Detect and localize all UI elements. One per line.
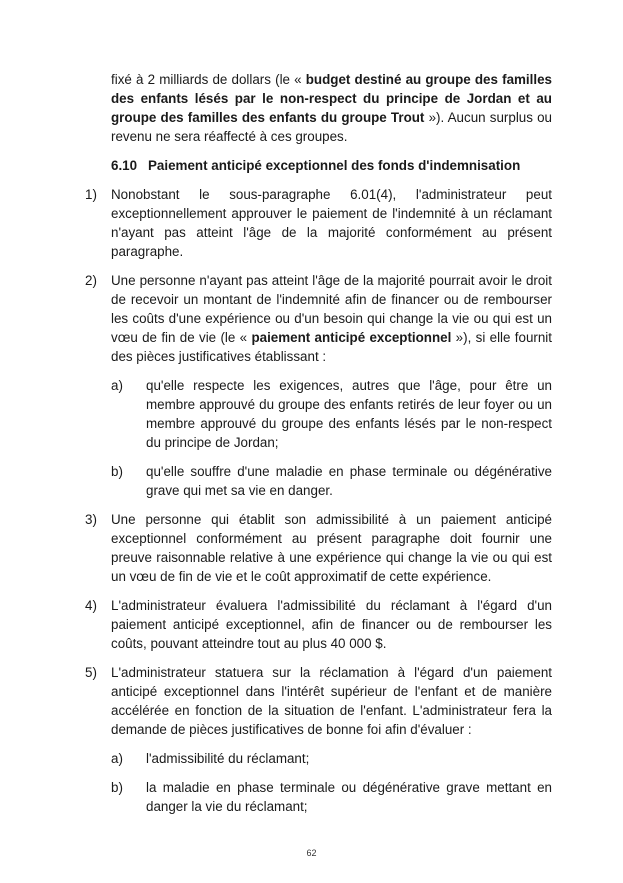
- subparagraph-letter: a): [111, 378, 123, 393]
- paragraph-number: 4): [85, 598, 97, 613]
- subparagraph-b: [111, 778, 552, 816]
- subparagraph-text: l'admissibilité du réclamant;: [146, 751, 310, 766]
- section-title: Paiement anticipé exceptionnel des fonds d'indemnisation: [148, 158, 521, 173]
- intro-paragraph: fixé à 2 milliards de dollars (le « budget destiné au groupe des familles des enfants lésés par le non-respect du principe de Jordan et au groupe des familles des enfants du groupe Trout »). Aucun surplus ou revenu ne sera réaffecté à ces groupes.: [111, 72, 552, 144]
- paragraph-4: [85, 596, 552, 653]
- section-number: 6.10: [111, 158, 138, 173]
- paragraph-2: [85, 271, 552, 366]
- paragraph-text: L'administrateur évaluera l'admissibilité du réclamant à l'égard d'un paiement anticipé exceptionnel, afin de financer ou de rembourser les coûts, pouvant atteindre tout au plus 40 000 $.: [111, 598, 552, 651]
- subparagraph-a: [111, 749, 552, 768]
- paragraph-3: [85, 510, 552, 586]
- subparagraph-letter: b): [111, 464, 123, 479]
- subparagraph-b: [111, 462, 552, 500]
- paragraph-number: 3): [85, 512, 97, 527]
- paragraph-number: 5): [85, 665, 97, 680]
- subparagraph-letter: a): [111, 751, 123, 766]
- paragraph-number: 1): [85, 187, 97, 202]
- subparagraph-letter: b): [111, 780, 123, 795]
- subparagraph-text: qu'elle souffre d'une maladie en phase terminale ou dégénérative grave qui met sa vie en danger.: [146, 464, 552, 498]
- paragraph-number: 2): [85, 273, 97, 288]
- paragraph-text: Nonobstant le sous-paragraphe 6.01(4), l'administrateur peut exceptionnellement approuver le paiement de l'indemnité à un réclamant n'ayant pas atteint l'âge de la majorité conformément au présent paragraphe.: [111, 187, 552, 259]
- page-number: 62: [306, 848, 317, 858]
- defined-term: budget destiné au groupe des familles des enfants lésés par le non-respect du principe de Jordan et au groupe des familles des enfants du groupe Trout: [111, 72, 552, 125]
- subparagraph-a: [111, 376, 552, 452]
- paragraph-text: Une personne qui établit son admissibilité à un paiement anticipé exceptionnel conformément au présent paragraphe doit fournir une preuve raisonnable relative à une expérience qui change la vie ou qui est un vœu de fin de vie et le coût approximatif de cette expérience.: [111, 512, 552, 584]
- paragraph-text: Une personne n'ayant pas atteint l'âge de la majorité pourrait avoir le droit de recevoir un montant de l'indemnité afin de financer ou de rembourser les coûts d'une expérience ou d'un besoin qui change la vie ou qui est un vœu de fin de vie (le « paiement anticipé exceptionnel »), si elle fournit des pièces justificatives établissant :: [111, 273, 553, 364]
- defined-term: paiement anticipé exceptionnel: [251, 330, 452, 345]
- paragraph-text: L'administrateur statuera sur la réclamation à l'égard d'un paiement anticipé exceptionnel dans l'intérêt supérieur de l'enfant et de manière accélérée en fonction de la situation de l'enfant. L'administrateur fera la demande de pièces justificatives de bonne foi afin d'évaluer :: [111, 665, 552, 737]
- section-heading: [111, 156, 552, 175]
- subparagraph-text: la maladie en phase terminale ou dégénérative grave mettant en danger la vie du réclamant;: [146, 780, 552, 814]
- subparagraph-text: qu'elle respecte les exigences, autres que l'âge, pour être un membre approuvé du groupe des enfants retirés de leur foyer ou un membre approuvé du groupe des enfants lésés par le non-respect du principe de Jordan;: [146, 378, 552, 450]
- paragraph-1: [85, 185, 552, 261]
- paragraph-5: [85, 663, 552, 739]
